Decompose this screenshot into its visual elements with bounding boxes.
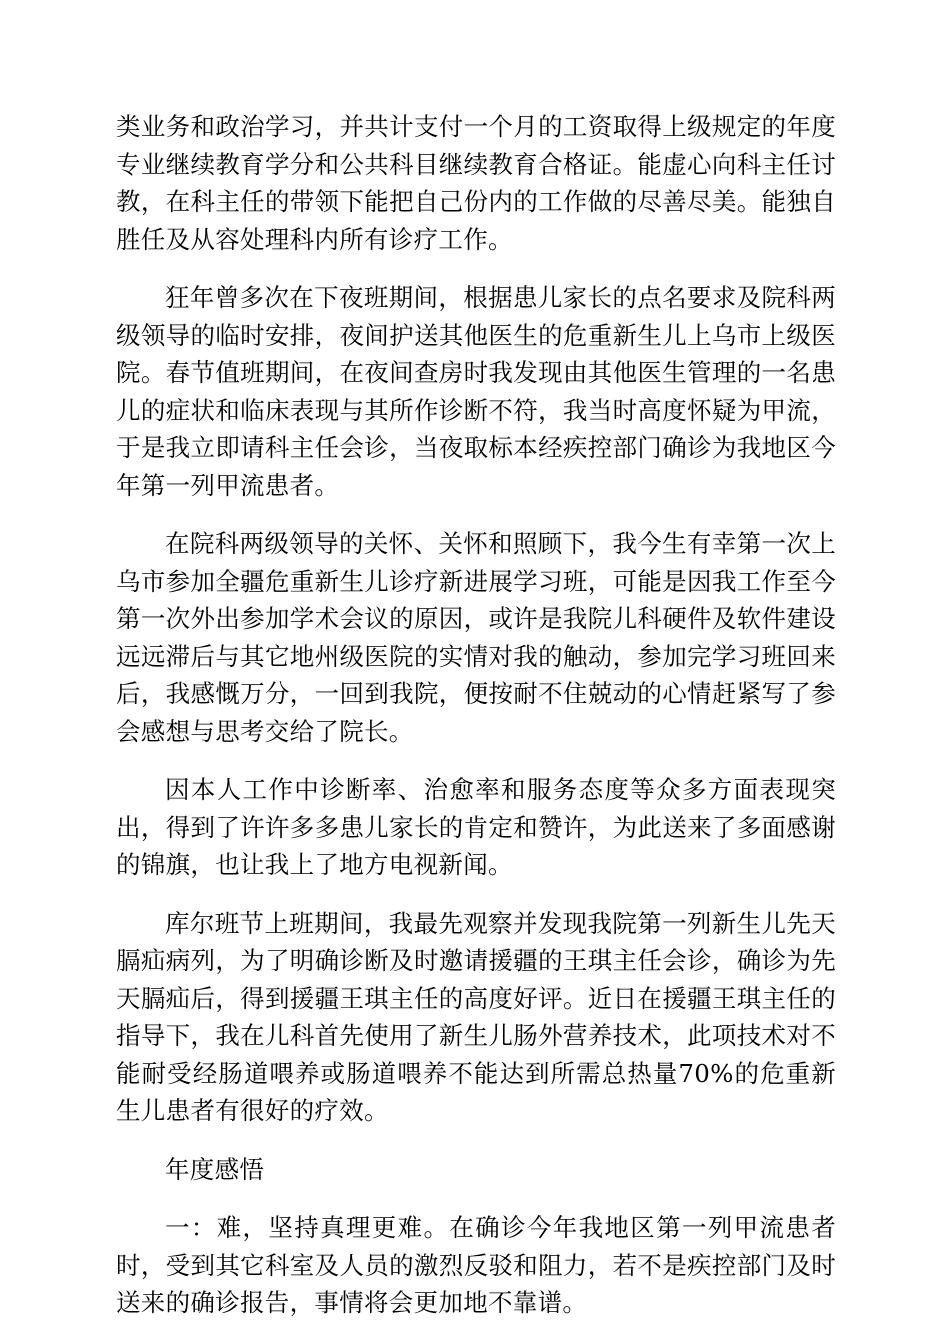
paragraph-5: 库尔班节上班期间，我最先观察并发现我院第一列新生儿先天膈疝病列，为了明确诊断及时邀请援疆的王琪主任会诊，确诊为先天膈疝后，得到援疆王琪主任的高度好评。近日在援疆王琪主任的指导下，我在儿科首先使用了新生儿肠外营养技术，此项技术对不能耐受经肠道喂养或肠道喂养不能达到所需总热量70%的危重新生儿患者有很好的疗效。 bbox=[116, 908, 836, 1125]
paragraph-3: 在院科两级领导的关怀、关怀和照顾下，我今生有幸第一次上乌市参加全疆危重新生儿诊疗新进展学习班，可能是因我工作至今第一次外出参加学术会议的原因，或许是我院儿科硬件及软件建设远远滞后与其它地州级医院的实情对我的触动，参加完学习班回来后，我感慨万分，一回到我院，便按耐不住兢动的心情赶紧写了参会感想与思考交给了院长。 bbox=[116, 529, 836, 746]
section-heading: 年度感悟 bbox=[165, 1154, 265, 1184]
paragraph-4: 因本人工作中诊断率、治愈率和服务态度等众多方面表现突出，得到了许许多多患儿家长的肯定和赞许，为此送来了多面感谢的锦旗，也让我上了地方电视新闻。 bbox=[116, 775, 836, 879]
paragraph-2: 狂年曾多次在下夜班期间，根据患儿家长的点名要求及院科两级领导的临时安排，夜间护送其他医生的危重新生儿上乌市上级医院。春节值班期间，在夜间查房时我发现由其他医生管理的一名患儿的症状和临床表现与其所作诊断不符，我当时高度怀疑为甲流，于是我立即请科主任会诊，当夜取标本经疾控部门确诊为我地区今年第一列甲流患者。 bbox=[116, 283, 836, 500]
paragraph-7: 一：难，坚持真理更难。在确诊今年我地区第一列甲流患者时，受到其它科室及人员的激烈反驳和阻力，若不是疾控部门及时送来的确诊报告，事情将会更加地不靠谱。 bbox=[116, 1213, 836, 1317]
document-body bbox=[116, 108, 836, 1343]
paragraph-1: 类业务和政治学习，并共计支付一个月的工资取得上级规定的年度专业继续教育学分和公共科目继续教育合格证。能虚心向科主任讨教，在科主任的带领下能把自己份内的工作做的尽善尽美。能独自胜任及从容处理科内所有诊疗工作。 bbox=[116, 112, 836, 254]
